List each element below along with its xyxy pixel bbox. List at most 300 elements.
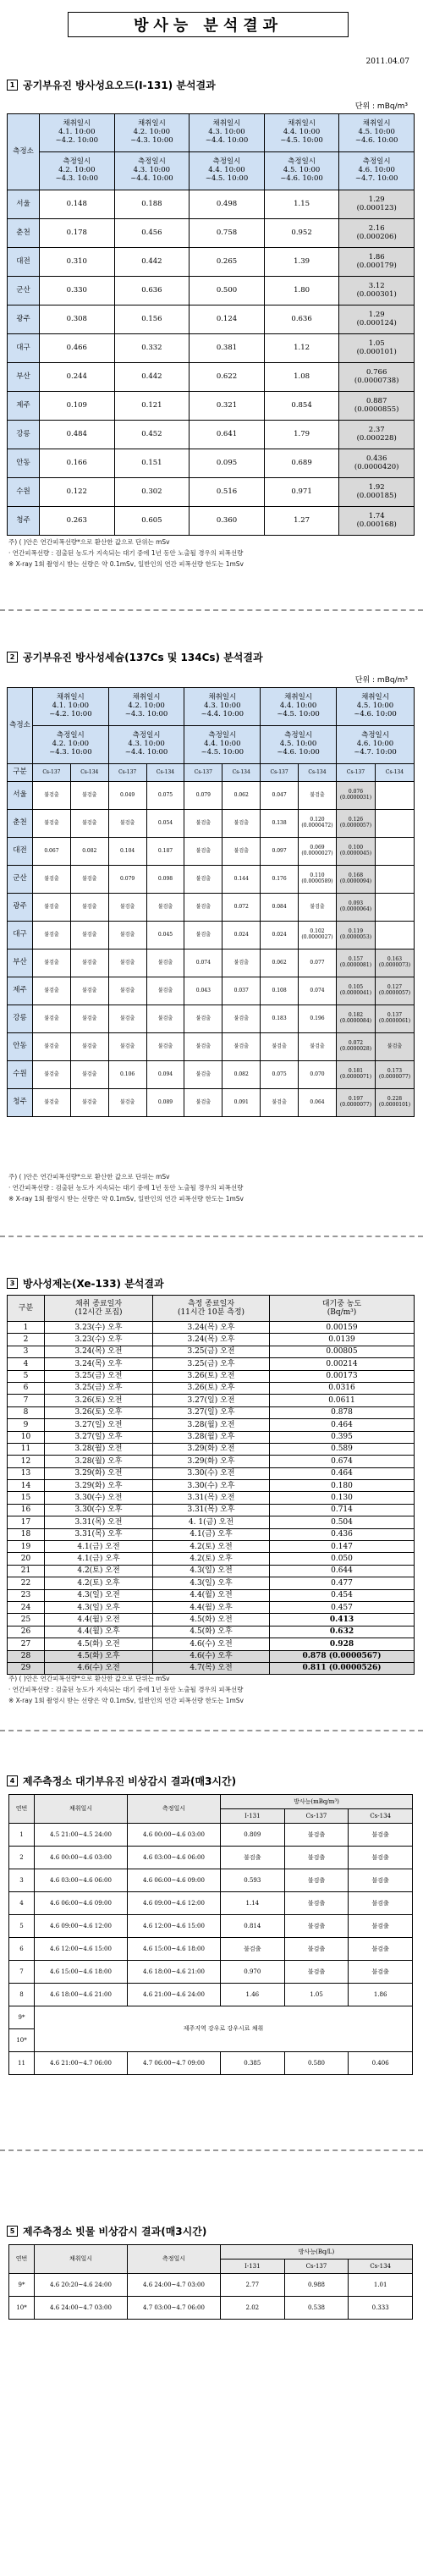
table-cell: 24 — [8, 1601, 45, 1613]
value-cell: 불검출 — [184, 1061, 222, 1089]
table-cell: 3.26(토) 오후 — [45, 1406, 153, 1418]
value-cell: 불검출 — [70, 1005, 108, 1033]
table-row — [8, 1480, 415, 1492]
table-row — [8, 922, 415, 949]
station-name: 서울 — [8, 782, 33, 810]
station-name: 군산 — [8, 277, 40, 305]
table-cell: 22 — [8, 1577, 45, 1589]
concentration-cell: 0.811 (0.0000526) — [270, 1662, 415, 1674]
value-cell: 0.126 (0.0000057) — [336, 810, 375, 838]
value-cell: 0.084 — [261, 894, 299, 922]
concentration-cell: 0.413 — [270, 1614, 415, 1626]
collect-header: 채취일시 — [35, 1795, 128, 1824]
value-cell: 0.120 (0.0000472) — [299, 810, 337, 838]
value-cell: 0.037 — [222, 977, 261, 1005]
value-cell: 0.157 (0.0000081) — [336, 949, 375, 977]
value-cell: 불검출 — [33, 810, 71, 838]
table-row — [8, 1467, 415, 1479]
value-cell: 불검출 — [70, 1061, 108, 1089]
table-row — [8, 1395, 415, 1406]
value-cell: 0.075 — [261, 1061, 299, 1089]
table-cell: 4.6 12:00~4.6 15:00 — [128, 1915, 221, 1938]
value-cell: 불검출 — [146, 949, 184, 977]
table-cell: 4.7(목) 오전 — [153, 1662, 270, 1674]
value-cell: 1.05 (0.000101) — [339, 334, 415, 363]
table-cell: 4.3(일) 오전 — [45, 1589, 153, 1601]
value-cell: 0.072 (0.0000028) — [336, 1033, 375, 1061]
value-cell: 0.102 (0.0000027) — [299, 922, 337, 949]
table-cell: 불검출 — [221, 1938, 285, 1961]
table-row — [8, 1419, 415, 1431]
value-cell: 0.188 — [114, 190, 190, 219]
table-cell: 4.6 21:00~4.6 24:00 — [128, 1984, 221, 2006]
note-line: · 연간피폭선량 : 검출된 농도가 지속되는 대기 중에 1년 동안 노출될 경우의 피폭선량 — [8, 548, 244, 557]
table-cell: 3.25(금) 오후 — [45, 1382, 153, 1394]
station-name: 안동 — [8, 449, 40, 478]
value-cell: 불검출 — [184, 1089, 222, 1117]
table-cell: 3.26(토) 오후 — [153, 1382, 270, 1394]
value-cell: 0.075 — [146, 782, 184, 810]
seq-cell: 7 — [9, 1961, 35, 1984]
page-divider — [0, 1236, 423, 1237]
table-row — [8, 1322, 415, 1334]
value-cell: 1.12 — [264, 334, 339, 363]
table-cell: 4.2(토) 오전 — [153, 1541, 270, 1553]
table-cell: 2 — [8, 1334, 45, 1346]
concentration-cell: 0.0611 — [270, 1395, 415, 1406]
value-cell: 1.29 (0.000123) — [339, 190, 415, 219]
table-cell: 4.6(수) 오전 — [153, 1638, 270, 1650]
table-cell: 3.28(월) 오후 — [45, 1456, 153, 1467]
value-cell: 0.047 — [261, 782, 299, 810]
i131-header: I-131 — [221, 1809, 285, 1824]
value-cell: 0.156 — [114, 305, 190, 334]
value-cell: 불검출 — [299, 894, 337, 922]
concentration-cell: 0.878 — [270, 1406, 415, 1418]
value-cell: 0.148 — [40, 190, 115, 219]
value-cell: 0.024 — [261, 922, 299, 949]
seq-cell: 2 — [9, 1847, 35, 1869]
table-cell: 불검출 — [284, 1938, 349, 1961]
concentration-cell: 0.464 — [270, 1467, 415, 1479]
value-cell: 1.86 (0.000179) — [339, 248, 415, 277]
empty-cell — [375, 810, 414, 838]
table-row — [8, 782, 415, 810]
seq-header: 연번 — [9, 1795, 35, 1824]
table-cell: 28 — [8, 1650, 45, 1662]
page-divider — [0, 609, 423, 611]
period-header: 측정일시 4.5. 10:00 ~4.6. 10:00 — [261, 726, 337, 764]
station-name: 대전 — [8, 248, 40, 277]
cs134-header: Cs-134 — [349, 1809, 413, 1824]
value-cell: 0.887 (0.0000855) — [339, 392, 415, 421]
table-cell: 3.29(화) 오후 — [153, 1456, 270, 1467]
value-cell: 불검출 — [33, 1089, 71, 1117]
value-cell: 0.062 — [222, 782, 261, 810]
value-cell: 0.182 (0.0000084) — [336, 1005, 375, 1033]
station-name: 부산 — [8, 363, 40, 392]
table-row — [8, 392, 415, 421]
seq-cell: 11 — [9, 2052, 35, 2075]
value-cell: 불검출 — [299, 1033, 337, 1061]
table-row — [8, 1504, 415, 1516]
table-row — [9, 1984, 413, 2006]
table-cell: 3.26(토) 오전 — [153, 1370, 270, 1382]
table-cell: 불검출 — [349, 1938, 413, 1961]
table-row — [8, 1553, 415, 1565]
value-cell: 불검출 — [108, 894, 146, 922]
value-cell: 1.92 (0.000185) — [339, 478, 415, 507]
column-header: 측정 종료일자 (11시간 10분 측정) — [153, 1296, 270, 1322]
table-cell: 4.6 15:00~4.6 18:00 — [35, 1961, 128, 1984]
table-row — [8, 507, 415, 536]
section-number: 1 — [7, 80, 18, 91]
table-cell: 4.5(화) 오전 — [153, 1614, 270, 1626]
unit-label: 단위 : mBq/m³ — [354, 102, 408, 111]
table-cell: 3.30(수) 오후 — [45, 1504, 153, 1516]
table-row — [8, 1456, 415, 1467]
table-row — [8, 334, 415, 363]
value-cell: 불검출 — [375, 1033, 414, 1061]
header-row — [8, 764, 415, 782]
table-cell: 14 — [8, 1480, 45, 1492]
table-cell: 13 — [8, 1467, 45, 1479]
table-cell: 4.1(금) 오후 — [45, 1553, 153, 1565]
section-title: 제주측정소 대기부유진 비상감시 결과(매3시간) — [23, 1775, 237, 1787]
table-cell: 4.6 03:00~4.6 06:00 — [35, 1869, 128, 1892]
table-row — [8, 1382, 415, 1394]
table-row — [8, 363, 415, 392]
station-name: 강릉 — [8, 421, 40, 449]
value-cell: 0.605 — [114, 507, 190, 536]
table-row — [8, 305, 415, 334]
header-row — [8, 114, 415, 152]
concentration-cell: 0.395 — [270, 1431, 415, 1443]
note-line: ※ X-ray 1회 촬영시 받는 선량은 약 0.1mSv, 일반인의 연간 피폭선량 한도는 1mSv — [8, 1696, 244, 1704]
table-cell: 불검출 — [284, 1869, 349, 1892]
table-cell: 3.26(토) 오전 — [45, 1395, 153, 1406]
table-cell: 불검출 — [284, 1915, 349, 1938]
collect-header: 채취일시 — [35, 2245, 128, 2274]
header-row — [8, 688, 415, 726]
table-row — [8, 449, 415, 478]
table-cell: 4.5(화) 오전 — [45, 1638, 153, 1650]
value-cell: 불검출 — [70, 810, 108, 838]
cs137-header: Cs-137 — [108, 764, 146, 782]
table-cell: 4.4(월) 오전 — [45, 1614, 153, 1626]
value-cell: 0.173 (0.0000077) — [375, 1061, 414, 1089]
value-cell: 불검출 — [146, 977, 184, 1005]
table-cell: 3.24(목) 오후 — [153, 1334, 270, 1346]
note-line: ※ X-ray 1회 촬영시 받는 선량은 약 0.1mSv, 일반인의 연간 피폭선량 한도는 1mSv — [8, 559, 244, 568]
table-row — [9, 1869, 413, 1892]
value-cell: 3.12 (0.000301) — [339, 277, 415, 305]
table-cell: 4.6 21:00~4.7 06:00 — [35, 2052, 128, 2075]
value-cell: 0.181 (0.0000071) — [336, 1061, 375, 1089]
value-cell: 1.74 (0.000168) — [339, 507, 415, 536]
value-cell: 0.321 — [190, 392, 265, 421]
concentration-cell: 0.00159 — [270, 1322, 415, 1334]
value-cell: 불검출 — [70, 922, 108, 949]
value-cell: 0.144 — [222, 866, 261, 894]
activity-header: 방사능(Bq/L) — [221, 2245, 413, 2260]
table-cell: 4.6(수) 오전 — [45, 1662, 153, 1674]
table-row — [8, 1650, 415, 1662]
value-cell: 불검출 — [184, 838, 222, 866]
value-cell: 불검출 — [261, 1033, 299, 1061]
table-cell: 3.24(목) 오후 — [45, 1358, 153, 1370]
table-row — [8, 1638, 415, 1650]
value-cell: 불검출 — [108, 810, 146, 838]
table-cell: 0.385 — [221, 2052, 285, 2075]
value-cell: 불검출 — [70, 949, 108, 977]
table-cell: 4.2(토) 오후 — [153, 1553, 270, 1565]
value-cell: 불검출 — [146, 1033, 184, 1061]
note-line: · 연간피폭선량 : 검출된 농도가 지속되는 대기 중에 1년 동안 노출될 경우의 피폭선량 — [8, 1183, 244, 1192]
value-cell: 0.082 — [70, 838, 108, 866]
table-cell: 9 — [8, 1419, 45, 1431]
table-row — [9, 2006, 413, 2029]
concentration-cell: 0.464 — [270, 1419, 415, 1431]
period-header: 측정일시 4.3. 10:00 ~4.4. 10:00 — [114, 152, 190, 190]
concentration-cell: 0.928 — [270, 1638, 415, 1650]
table-row — [8, 1516, 415, 1528]
value-cell: 0.070 — [299, 1061, 337, 1089]
value-cell: 불검출 — [108, 1005, 146, 1033]
table-cell: 3.31(목) 오전 — [153, 1492, 270, 1504]
table-row — [8, 1492, 415, 1504]
header-row — [8, 152, 415, 190]
value-cell: 불검출 — [33, 949, 71, 977]
table-row — [8, 1626, 415, 1638]
value-cell: 불검출 — [222, 1005, 261, 1033]
value-cell: 1.29 (0.000124) — [339, 305, 415, 334]
xenon-table — [7, 1295, 415, 1675]
table-cell: 4 — [8, 1358, 45, 1370]
value-cell: 0.100 (0.0000045) — [336, 838, 375, 866]
header-row — [8, 1296, 415, 1322]
table-row — [8, 894, 415, 922]
value-cell: 불검출 — [222, 810, 261, 838]
seq-cell: 10* — [9, 2029, 35, 2052]
concentration-cell: 0.180 — [270, 1480, 415, 1492]
table-cell: 4.4(월) 오전 — [153, 1589, 270, 1601]
table-cell: 불검출 — [284, 1961, 349, 1984]
table-cell: 19 — [8, 1541, 45, 1553]
table-cell: 4.3(일) 오전 — [153, 1565, 270, 1577]
iodine-table — [7, 113, 415, 536]
cs137-header: Cs-137 — [336, 764, 375, 782]
value-cell: 0.077 — [299, 949, 337, 977]
value-cell: 0.079 — [108, 866, 146, 894]
concentration-cell: 0.632 — [270, 1626, 415, 1638]
table-cell: 4.6(수) 오후 — [153, 1650, 270, 1662]
table-cell: 25 — [8, 1614, 45, 1626]
table-cell: 1.01 — [349, 2274, 413, 2297]
cs134-header: Cs-134 — [146, 764, 184, 782]
table-row — [8, 977, 415, 1005]
note-line: 주) ( )안은 연간피폭선량*으로 환산한 값으로 단위는 mSv — [8, 1173, 170, 1181]
concentration-cell: 0.0316 — [270, 1382, 415, 1394]
i131-header: I-131 — [221, 2260, 285, 2274]
value-cell: 0.064 — [299, 1089, 337, 1117]
seq-cell: 9* — [9, 2006, 35, 2029]
table-row — [8, 190, 415, 219]
table-row — [8, 1334, 415, 1346]
table-cell: 4.7 03:00~4.7 06:00 — [128, 2297, 221, 2320]
table-cell: 5 — [8, 1370, 45, 1382]
table-row — [8, 248, 415, 277]
section-number: 4 — [7, 1775, 18, 1786]
station-name: 광주 — [8, 894, 33, 922]
header-row — [9, 2245, 413, 2260]
value-cell: 0.636 — [114, 277, 190, 305]
table-cell: 4.5(화) 오후 — [153, 1626, 270, 1638]
value-cell: 0.024 — [222, 922, 261, 949]
table-cell: 0.538 — [284, 2297, 349, 2320]
table-row — [8, 810, 415, 838]
concentration-cell: 0.714 — [270, 1504, 415, 1516]
value-cell: 불검출 — [33, 1005, 71, 1033]
header-row — [8, 726, 415, 764]
table-row — [9, 1824, 413, 1847]
note-line: ※ X-ray 1회 촬영시 받는 선량은 약 0.1mSv, 일반인의 연간 피폭선량 한도는 1mSv — [8, 1194, 244, 1203]
value-cell: 0.076 (0.0000031) — [336, 782, 375, 810]
table-cell: 3.24(목) 오후 — [153, 1322, 270, 1334]
value-cell: 0.105 (0.0000041) — [336, 977, 375, 1005]
value-cell: 0.069 (0.0000027) — [299, 838, 337, 866]
value-cell: 0.054 — [146, 810, 184, 838]
gubun-header: 구분 — [8, 764, 33, 782]
station-name: 부산 — [8, 949, 33, 977]
table-row — [9, 1938, 413, 1961]
table-row — [8, 478, 415, 507]
note-line: · 연간피폭선량 : 검출된 농도가 지속되는 대기 중에 1년 동안 노출될 경우의 피폭선량 — [8, 1685, 244, 1693]
value-cell: 0.641 — [190, 421, 265, 449]
table-cell: 불검출 — [349, 1824, 413, 1847]
table-cell: 4.6 03:00~4.6 06:00 — [128, 1847, 221, 1869]
station-header: 측정소 — [8, 688, 33, 764]
cs134-header: Cs-134 — [349, 2260, 413, 2274]
concentration-cell: 0.504 — [270, 1516, 415, 1528]
table-cell: 3.25(금) 오전 — [153, 1346, 270, 1357]
table-cell: 11 — [8, 1443, 45, 1455]
period-header: 채취일시 4.5. 10:00 ~4.6. 10:00 — [336, 688, 414, 726]
empty-cell — [375, 894, 414, 922]
cs134-header: Cs-134 — [222, 764, 261, 782]
value-cell: 0.095 — [190, 449, 265, 478]
table-cell: 4.3(일) 오후 — [45, 1601, 153, 1613]
table-row — [8, 1358, 415, 1370]
table-cell: 4.6 00:00~4.6 03:00 — [35, 1847, 128, 1869]
table-cell: 불검출 — [349, 1847, 413, 1869]
seq-cell: 8 — [9, 1984, 35, 2006]
table-row — [8, 1589, 415, 1601]
table-row — [8, 1089, 415, 1117]
value-cell: 0.106 — [108, 1061, 146, 1089]
cs137-header: Cs-137 — [284, 2260, 349, 2274]
period-header: 채취일시 4.5. 10:00 ~4.6. 10:00 — [339, 114, 415, 152]
table-cell: 4.6 12:00~4.6 15:00 — [35, 1938, 128, 1961]
station-name: 대구 — [8, 922, 33, 949]
table-cell: 27 — [8, 1638, 45, 1650]
empty-cell — [375, 922, 414, 949]
value-cell: 0.263 — [40, 507, 115, 536]
concentration-cell: 0.00214 — [270, 1358, 415, 1370]
value-cell: 0.330 — [40, 277, 115, 305]
table-cell: 23 — [8, 1589, 45, 1601]
table-row — [8, 1541, 415, 1553]
value-cell: 불검출 — [184, 1033, 222, 1061]
value-cell: 불검출 — [261, 1089, 299, 1117]
unit-label: 단위 : mBq/m³ — [354, 676, 408, 685]
value-cell: 0.074 — [184, 949, 222, 977]
table-cell: 4.6 09:00~4.6 12:00 — [35, 1915, 128, 1938]
station-name: 수원 — [8, 478, 40, 507]
value-cell: 0.442 — [114, 363, 190, 392]
value-cell: 0.381 — [190, 334, 265, 363]
section-title: 공기부유진 방사성세슘(137Cs 및 134Cs) 분석결과 — [23, 652, 263, 663]
value-cell: 불검출 — [184, 810, 222, 838]
concentration-cell: 0.00173 — [270, 1370, 415, 1382]
table-cell: 4.4(월) 오후 — [45, 1626, 153, 1638]
concentration-cell: 0.436 — [270, 1528, 415, 1540]
table-row — [9, 2274, 413, 2297]
concentration-cell: 0.00805 — [270, 1346, 415, 1357]
table-cell: 2.02 — [221, 2297, 285, 2320]
value-cell: 불검출 — [70, 1033, 108, 1061]
value-cell: 0.452 — [114, 421, 190, 449]
table-cell: 4. 1(금) 오전 — [153, 1516, 270, 1528]
period-header: 채취일시 4.2. 10:00 ~4.3. 10:00 — [108, 688, 184, 726]
table-cell: 3.29(화) 오후 — [45, 1480, 153, 1492]
value-cell: 0.093 (0.0000064) — [336, 894, 375, 922]
table-cell: 12 — [8, 1456, 45, 1467]
table-cell: 4.3(일) 오후 — [153, 1577, 270, 1589]
table-cell: 3.30(수) 오전 — [45, 1492, 153, 1504]
table-row — [9, 1892, 413, 1915]
value-cell: 0.163 (0.0000073) — [375, 949, 414, 977]
value-cell: 0.758 — [190, 219, 265, 248]
table-cell: 3.31(목) 오후 — [153, 1504, 270, 1516]
table-cell: 21 — [8, 1565, 45, 1577]
value-cell: 0.119 (0.0000053) — [336, 922, 375, 949]
note-line: 주) ( )안은 연간피폭선량*으로 환산한 값으로 단위는 mSv — [8, 1675, 170, 1682]
value-cell: 0.137 (0.0000061) — [375, 1005, 414, 1033]
value-cell: 0.110 (0.0000589) — [299, 866, 337, 894]
value-cell: 0.178 — [40, 219, 115, 248]
station-name: 강릉 — [8, 1005, 33, 1033]
station-name: 청주 — [8, 1089, 33, 1117]
table-cell: 1 — [8, 1322, 45, 1334]
table-cell: 불검출 — [284, 1892, 349, 1915]
table-cell: 3.23(수) 오후 — [45, 1334, 153, 1346]
table-cell: 0.406 — [349, 2052, 413, 2075]
table-cell: 불검출 — [284, 1824, 349, 1847]
table-cell: 4.6 24:00~4.7 03:00 — [35, 2297, 128, 2320]
table-row — [8, 219, 415, 248]
value-cell: 0.074 — [299, 977, 337, 1005]
period-header: 채취일시 4.3. 10:00 ~4.4. 10:00 — [184, 688, 261, 726]
table-cell: 4.6 09:00~4.6 12:00 — [128, 1892, 221, 1915]
value-cell: 0.043 — [184, 977, 222, 1005]
value-cell: 0.091 — [222, 1089, 261, 1117]
station-name: 수원 — [8, 1061, 33, 1089]
table-cell: 3.30(수) 오전 — [153, 1467, 270, 1479]
period-header: 채취일시 4.1. 10:00 ~4.2. 10:00 — [40, 114, 115, 152]
concentration-cell: 0.130 — [270, 1492, 415, 1504]
value-cell: 불검출 — [299, 782, 337, 810]
